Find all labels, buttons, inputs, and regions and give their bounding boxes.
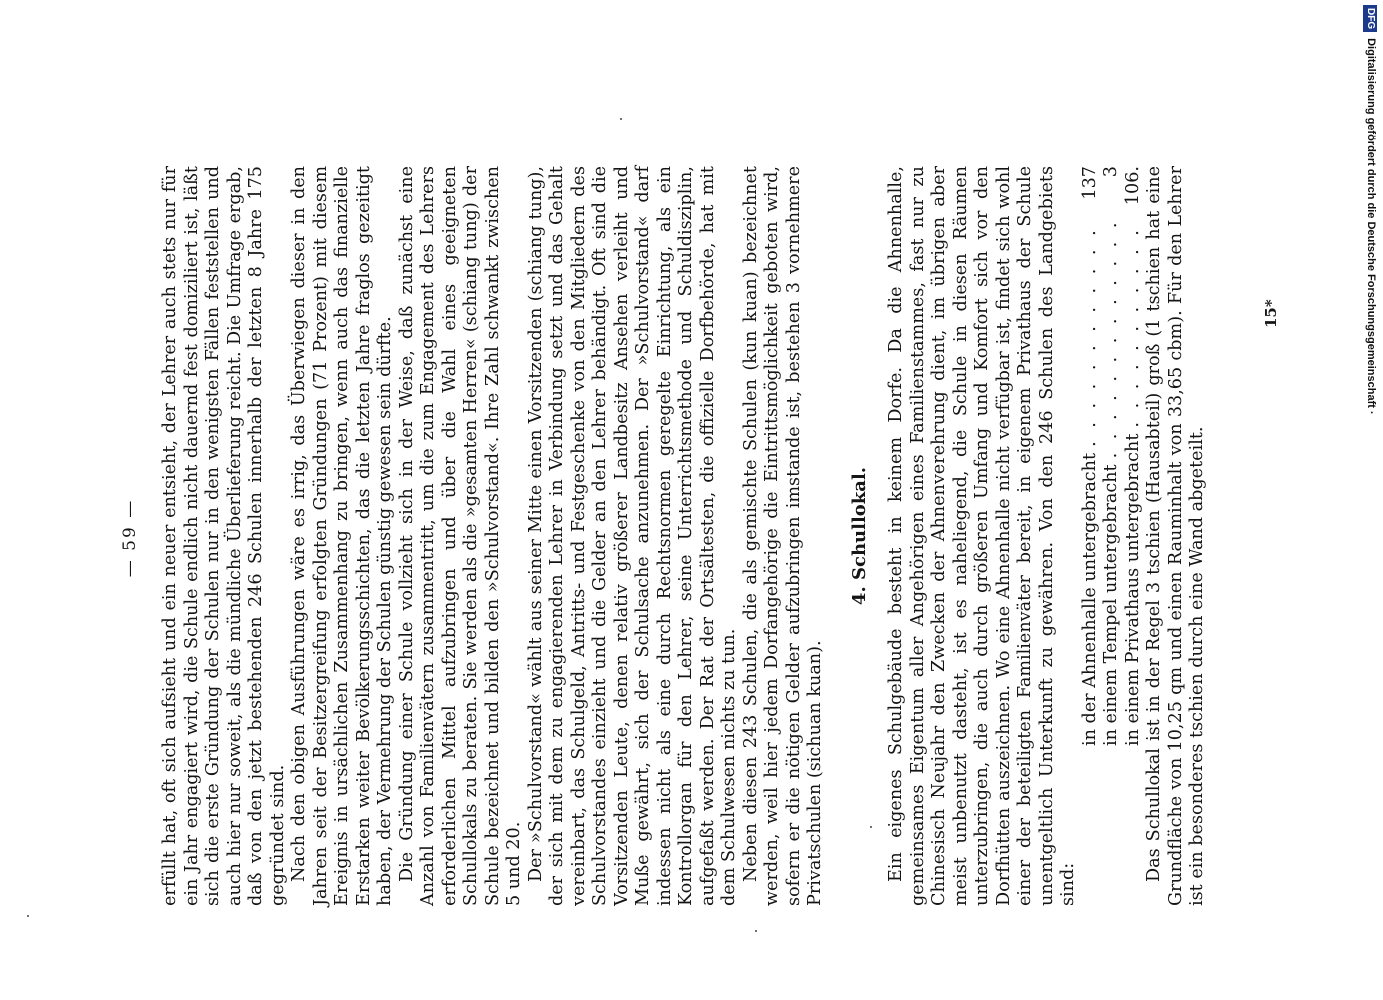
list-item-value: 106.	[1122, 166, 1143, 206]
scan-speck	[755, 930, 757, 932]
leader-dots	[1101, 216, 1123, 464]
scan-speck	[870, 826, 872, 828]
leader-dots	[1123, 216, 1145, 434]
section-heading: 4. Schullokal.	[848, 466, 870, 606]
paragraph: erfüllt hat, oft sich aufsieht und ein neuer entsieht, der Lehrer auch stets nur für ein Jahr engagiert wird, die Schule endlich nicht dauernd fest domiziliert ist, läßt sich die erste Gründung der Schulen nur in den wenigsten Fällen feststellen und auch hier nur soweit, als die mündliche Überlieferung reicht. Die Umfrage ergab, daß von den jetzt bestehenden 246 Schulen innerhalb der letzten 8 Jahre 175 gegründet sind.	[160, 166, 288, 906]
scan-speck	[620, 118, 622, 120]
dfg-stamp	[1360, 5, 1382, 995]
school-location-list	[1080, 166, 1145, 906]
dfg-stamp-text	[1360, 5, 1382, 995]
list-item	[1101, 166, 1123, 746]
dfg-logo: DFG	[1363, 5, 1377, 32]
page-number: — 59 —	[120, 498, 140, 578]
paragraph: Neben diesen 243 Schulen, die als gemischte Schulen (kun kuan) bezeichnet werden, weil hier jedem Dorfangehörige die Eintrittsmöglichkeit geboten wird, sofern er die nötigen Gelder aufzubringen imstande ist, bestehen 3 vornehmere Privatschulen (sichuan kuan).	[740, 166, 825, 906]
leader-dots	[1080, 216, 1102, 453]
list-item	[1123, 166, 1145, 746]
list-item-value: 137	[1079, 166, 1100, 200]
scan-speck	[27, 915, 29, 917]
rotated-page-content	[100, 128, 1280, 948]
paragraph: Der »Schulvorstand« wählt aus seiner Mitte einen Vorsitzenden (schiang tung), der sich mit dem zu engagierenden Lehrer in Verbindung setzt und das Gehalt vereinbart, das Schulgeld, Antritts- und Festgeschenke von den Mitgliedern des Schulvorstandes einzieht und die Gelder an den Lehrer behändigt. Oft sind die Vorsitzenden Leute, denen relativ größerer Landbesitz Ansehen verleiht und Muße gewährt, sich der Schulsache anzunehmen. Der »Schulvorstand« darf indessen nicht als eine durch Rechtsnormen geregelte Einrichtung, als ein Kontrollorgan für den Lehrer, seine Unterrichtsmethode und Schuldisziplin, aufgefaßt werden. Der Rat der Ortsältesten, die offizielle Dorfbehörde, hat mit dem Schulwesen nichts zu tun.	[525, 166, 739, 906]
list-item-label: in einem Tempel untergebracht	[1101, 464, 1121, 746]
paragraph: Das Schullokal ist in der Regel 3 tschien (Hausabteil) groß (1 tschien hat eine Grundfläche von 10,25 qm und einen Rauminhalt von 33,65 cbm). Für den Lehrer ist ein besonderes tschien durch eine Wand abgeteilt.	[1144, 166, 1207, 906]
paragraph: Nach den obigen Ausführungen wäre es irrig, das Überwiegen dieser in den Jahren seit der Besitzergreifung erfolgten Gründungen (71 Prozent) mit diesem Ereignis in ursächlichen Zusammenhang zu bringen, wenn auch das finanzielle Erstarken weiter Bevölkerungsschichten, das die letzten Jahre fraglos gezeitigt haben, der Vermehrung der Schulen günstig gewesen sein dürfte.	[289, 166, 395, 906]
list-item-label: in der Ahnenhalle untergebracht	[1079, 452, 1100, 746]
paragraph: Ein eigenes Schulgebäude besteht in keinem Dorfe. Da die Ahnenhalle, gemeinsames Eigentum aller Angehörigen eines Familienstammes, fast nur zu Chinesisch Neujahr den Zwecken der Ahnenverehrung dient, im übrigen aber meist unbenutzt dasteht, ist es naheliegend, die Schule in diesen Räumen unterzubringen, die auch durch größeren Umfang und Komfort sich vor den Dorfhütten auszeichnen. Wo eine Ahnenhalle nicht verfügbar ist, findet sich wohl einer der beteiligten Familienväter bereit, in eigenem Privathaus der Schule unentgeltlich Unterkunft zu gewähren. Von den 246 Schulen des Landgebiets sind:	[886, 166, 1078, 906]
page-body	[160, 166, 1209, 906]
list-item-value: 3	[1101, 166, 1121, 178]
list-item-label: in einem Privathaus untergebracht	[1122, 433, 1143, 746]
dfg-credit: Digitalisierung gefördert durch die Deutsche Forschungsgemeinschaft ·	[1365, 38, 1377, 415]
paragraph: Die Gründung einer Schule vollzieht sich in der Weise, daß zunächst eine Anzahl von Familienvätern zusammentritt, um die zum Engagement des Lehrers erforderlichen Mittel aufzubringen und über die Wahl eines geeigneten Schullokals zu beraten. Sie werden als die »gesamten Herren« (schiang tung) der Schule bezeichnet und bilden den »Schulvorstand«. Ihre Zahl schwankt zwischen 5 und 20.	[396, 166, 524, 906]
printer-signature: 15*	[1262, 299, 1280, 328]
list-item	[1080, 166, 1102, 746]
